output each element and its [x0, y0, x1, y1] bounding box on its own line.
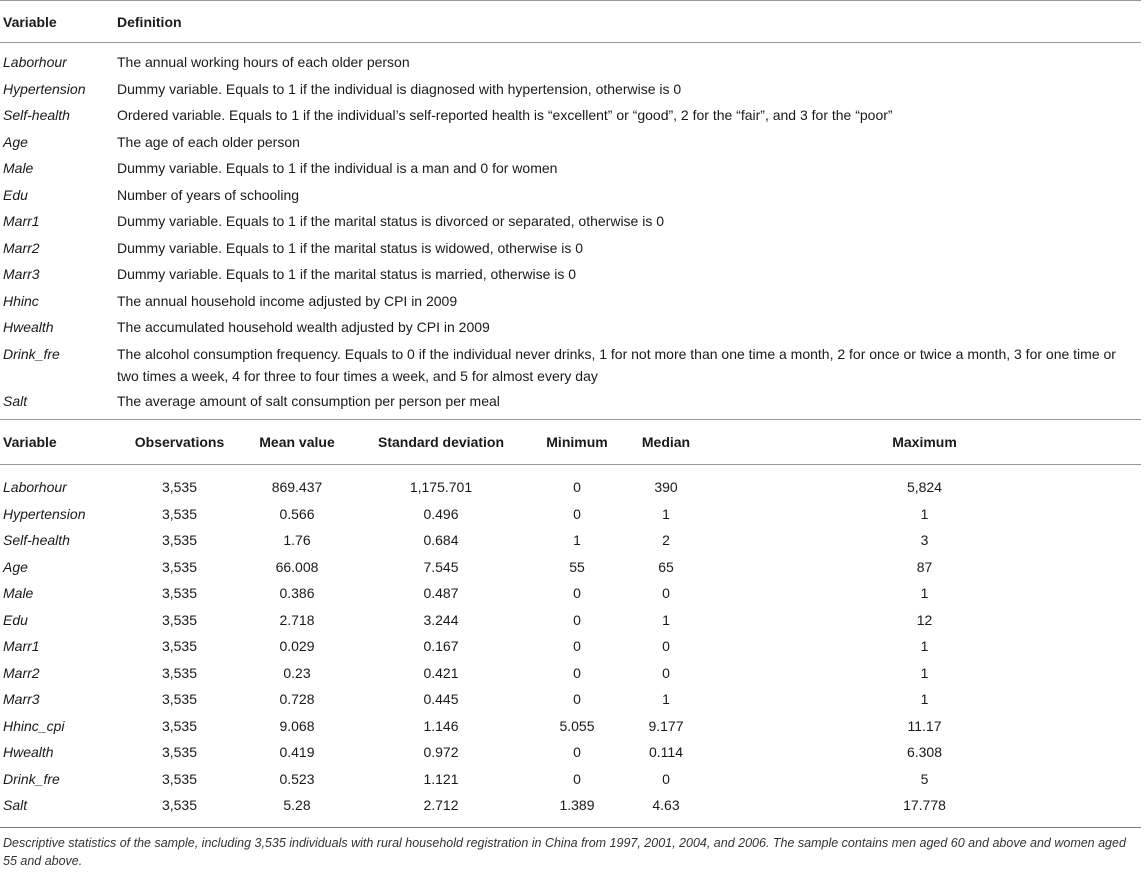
stats-cell-variable: Hhinc_cpi: [3, 717, 65, 734]
stats-cell-min: 5.055: [559, 717, 595, 734]
statistics-row: [0, 607, 1141, 634]
definition-text: The age of each older person: [117, 133, 300, 150]
stats-cell-median: 9.177: [648, 717, 684, 734]
stats-cell-variable: Marr3: [3, 691, 40, 708]
definition-variable: Hypertension: [3, 80, 86, 97]
stats-cell-max: 3: [920, 532, 929, 549]
table-footnote: Descriptive statistics of the sample, including 3,535 individuals with rural household registration in China from 1997, 2001, 2004, and 2006. The sample contains men aged 60 and above and women aged 55 and above.: [3, 835, 1126, 868]
stats-cell-observations: 3,535: [161, 558, 198, 575]
stats-cell-mean: 0.029: [279, 638, 315, 655]
stats-header-median: Median: [641, 434, 691, 450]
stats-cell-max: 1: [920, 585, 929, 602]
stats-cell-observations: 3,535: [161, 505, 198, 522]
stats-cell-max: 87: [916, 558, 933, 575]
stats-cell-observations: 3,535: [161, 717, 198, 734]
stats-cell-variable: Self-health: [3, 532, 70, 549]
definitions-table: [0, 1, 1141, 42]
stats-cell-min: 0: [573, 744, 581, 761]
statistics-row: [0, 580, 1141, 607]
stats-cell-max: 1: [920, 505, 929, 522]
definitions-header-variable: Variable: [3, 13, 57, 30]
stats-cell-median: 4.63: [652, 797, 680, 814]
statistics-row: [0, 713, 1141, 740]
stats-cell-min: 0: [573, 505, 581, 522]
definition-row: [0, 103, 1141, 130]
definitions-header-row: [0, 1, 1141, 42]
stats-cell-variable: Age: [3, 558, 28, 575]
stats-cell-mean: 2.718: [279, 611, 315, 628]
definition-text: The accumulated household wealth adjusted by CPI in 2009: [117, 319, 490, 335]
definition-variable: Male: [3, 160, 34, 176]
stats-header-max: Maximum: [892, 434, 957, 450]
stats-cell-variable: Drink_fre: [3, 770, 60, 787]
definition-text: The average amount of salt consumption per person per meal: [117, 392, 500, 409]
stats-cell-median: 0: [662, 638, 670, 655]
stats-cell-variable: Marr1: [3, 638, 40, 655]
definition-row: [0, 183, 1141, 210]
definition-row: [0, 289, 1141, 316]
statistics-row: [0, 739, 1141, 766]
statistics-row: [0, 686, 1141, 713]
stats-cell-mean: 9.068: [279, 717, 315, 734]
stats-cell-observations: 3,535: [161, 744, 198, 761]
stats-cell-variable: Edu: [3, 611, 28, 628]
definition-variable: Salt: [3, 392, 28, 409]
stats-cell-sd: 0.496: [423, 505, 459, 522]
stats-cell-min: 0: [573, 479, 581, 496]
stats-cell-min: 0: [573, 691, 581, 708]
definition-row: [0, 315, 1141, 342]
stats-cell-sd: 0.167: [423, 638, 459, 655]
stats-cell-sd: 3.244: [423, 611, 459, 628]
statistics-row: [0, 501, 1141, 528]
definitions-header-definition: Definition: [117, 13, 182, 30]
stats-cell-max: 1: [920, 638, 929, 655]
definition-text: The annual working hours of each older person: [117, 54, 410, 70]
definition-row: [0, 342, 1141, 389]
stats-cell-observations: 3,535: [161, 664, 198, 681]
definition-variable: Laborhour: [3, 54, 67, 70]
definition-variable: Hwealth: [3, 319, 54, 335]
definition-row: [0, 262, 1141, 289]
stats-cell-min: 0: [573, 770, 581, 787]
statistics-row: [0, 527, 1141, 554]
stats-cell-sd: 7.545: [423, 558, 459, 575]
definition-variable: Marr3: [3, 266, 40, 282]
stats-cell-min: 1.389: [559, 797, 595, 814]
definitions-body: [0, 43, 1141, 415]
stats-cell-sd: 0.972: [423, 744, 459, 761]
stats-cell-mean: 0.386: [279, 585, 315, 602]
stats-cell-max: 17.778: [903, 797, 946, 814]
statistics-body: [0, 465, 1141, 827]
stats-cell-min: 0: [573, 585, 581, 602]
stats-cell-median: 1: [662, 505, 670, 522]
definition-text: The alcohol consumption frequency. Equals to 0 if the individual never drinks, 1 for not more than one time a month, 2 for once or twice a month, 3 for one time or two times a week, 4 for three to four times a week, and 5 for almost every day: [117, 345, 1116, 384]
statistics-header-row: [0, 420, 1141, 464]
definition-row: [0, 156, 1141, 183]
definition-variable: Edu: [3, 186, 28, 203]
stats-cell-median: 0.114: [649, 744, 683, 761]
stats-cell-observations: 3,535: [161, 770, 198, 787]
definition-row: [0, 389, 1141, 416]
definition-text: Dummy variable. Equals to 1 if the marital status is widowed, otherwise is 0: [117, 239, 584, 256]
definition-variable: Hhinc: [3, 292, 39, 309]
stats-cell-observations: 3,535: [161, 479, 198, 496]
definition-row: [0, 77, 1141, 104]
stats-cell-median: 1: [662, 611, 670, 628]
stats-cell-min: 1: [573, 532, 581, 549]
stats-cell-median: 65: [658, 558, 674, 575]
stats-cell-max: 1: [920, 691, 929, 708]
definition-variable: Marr2: [3, 239, 40, 256]
stats-cell-mean: 1.76: [283, 532, 311, 549]
stats-cell-observations: 3,535: [161, 638, 198, 655]
stats-header-mean: Mean value: [259, 434, 335, 450]
stats-cell-median: 0: [662, 585, 670, 602]
stats-cell-max: 11.17: [907, 717, 942, 734]
stats-cell-min: 0: [573, 611, 581, 628]
definition-row: [0, 236, 1141, 263]
stats-cell-sd: 0.684: [423, 532, 459, 549]
stats-cell-sd: 0.445: [423, 691, 459, 708]
definition-row: [0, 130, 1141, 157]
definition-variable: Marr1: [3, 213, 40, 229]
stats-cell-max: 6.308: [906, 744, 943, 761]
stats-header-observations: Observations: [134, 434, 225, 450]
stats-cell-mean: 869.437: [271, 479, 323, 496]
statistics-table: [0, 420, 1141, 464]
stats-cell-sd: 1.146: [423, 717, 459, 734]
stats-cell-variable: Salt: [3, 797, 28, 814]
stats-cell-observations: 3,535: [161, 585, 198, 602]
stats-cell-variable: Male: [3, 585, 34, 602]
stats-cell-observations: 3,535: [161, 532, 198, 549]
stats-cell-sd: 2.712: [423, 797, 459, 814]
stats-cell-observations: 3,535: [161, 797, 198, 814]
definition-text: Number of years of schooling: [117, 186, 300, 203]
stats-cell-max: 1: [920, 664, 929, 681]
definition-text: Dummy variable. Equals to 1 if the individual is a man and 0 for women: [117, 160, 558, 176]
definition-text: Dummy variable. Equals to 1 if the marital status is divorced or separated, otherwise is 0: [117, 213, 665, 229]
stats-header-min: Minimum: [546, 434, 608, 450]
stats-cell-median: 390: [654, 479, 678, 496]
definition-variable: Age: [3, 133, 28, 150]
stats-cell-variable: Hypertension: [3, 505, 86, 522]
statistics-row: [0, 465, 1141, 501]
stats-cell-min: 55: [569, 558, 585, 575]
stats-cell-variable: Hwealth: [3, 744, 54, 761]
definition-variable: Drink_fre: [3, 345, 60, 362]
stats-header-sd: Standard deviation: [377, 434, 505, 450]
stats-cell-min: 0: [573, 664, 581, 681]
stats-cell-mean: 0.728: [279, 691, 315, 708]
stats-cell-observations: 3,535: [161, 691, 198, 708]
definition-variable: Self-health: [3, 107, 70, 123]
stats-cell-max: 12: [916, 611, 933, 628]
definition-text: Dummy variable. Equals to 1 if the marital status is married, otherwise is 0: [117, 266, 577, 282]
definition-text: Dummy variable. Equals to 1 if the individual is diagnosed with hypertension, otherwise is 0: [117, 80, 682, 97]
statistics-row: [0, 660, 1141, 687]
stats-cell-sd: 1,175.701: [409, 479, 473, 496]
statistics-row: [0, 792, 1141, 827]
definition-text: Ordered variable. Equals to 1 if the individual’s self-reported health is “excellent” or “good”, 2 for the “fair”, and 3 for the “poor”: [117, 107, 893, 123]
stats-cell-sd: 1.121: [423, 770, 459, 787]
stats-cell-mean: 66.008: [275, 558, 319, 575]
statistics-row: [0, 633, 1141, 660]
definition-row: [0, 43, 1141, 77]
statistics-row: [0, 554, 1141, 581]
statistics-row: [0, 766, 1141, 793]
stats-cell-max: 5: [920, 770, 929, 787]
definition-row: [0, 209, 1141, 236]
stats-header-variable: Variable: [3, 434, 57, 450]
stats-cell-mean: 5.28: [283, 797, 311, 814]
stats-cell-median: 1: [662, 691, 670, 708]
stats-cell-mean: 0.419: [279, 744, 315, 761]
stats-cell-median: 0: [662, 770, 670, 787]
stats-cell-max: 5,824: [906, 479, 943, 496]
stats-cell-mean: 0.523: [279, 770, 315, 787]
definition-text: The annual household income adjusted by CPI in 2009: [117, 292, 458, 309]
stats-cell-sd: 0.487: [423, 585, 459, 602]
stats-cell-variable: Marr2: [3, 664, 40, 681]
stats-cell-median: 2: [662, 532, 670, 549]
stats-cell-median: 0: [662, 664, 670, 681]
stats-cell-observations: 3,535: [161, 611, 198, 628]
stats-cell-mean: 0.23: [283, 664, 311, 681]
stats-cell-sd: 0.421: [423, 664, 459, 681]
stats-cell-mean: 0.566: [279, 505, 315, 522]
stats-cell-min: 0: [573, 638, 581, 655]
stats-cell-variable: Laborhour: [3, 479, 67, 496]
